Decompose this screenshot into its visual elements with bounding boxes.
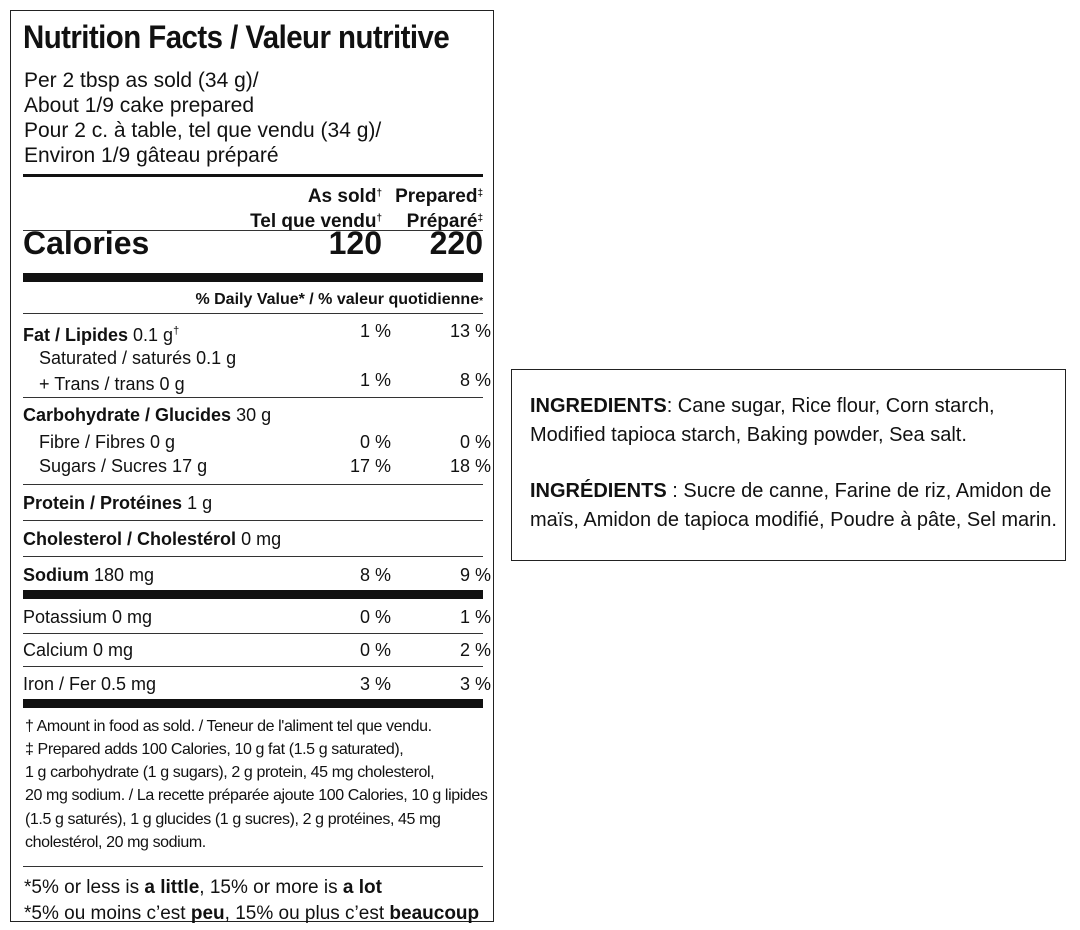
double-dagger-mark: ‡ [477, 213, 483, 224]
legend-bold: beaucoup [389, 903, 480, 924]
double-dagger-mark: ‡ [477, 188, 483, 199]
ingredients-english [530, 392, 1060, 450]
fibre-dv-as-sold: 0 % [359, 432, 391, 452]
ingredients-text-fr: : Sucre de canne, Farine de riz, Amidon de maïs, Amidon de tapioca modifié, Poudre à pâte, Sel marin. [530, 480, 1057, 531]
column-header-prepared-fr: Préparé [406, 211, 478, 232]
legend-bold: a lot [342, 877, 382, 898]
fibre-dv-prepared: 0 % [459, 432, 491, 452]
sodium-dv-prepared: 9 % [459, 565, 491, 585]
serving-size-line: Per 2 tbsp as sold (34 g)/ [24, 69, 259, 92]
divider-thick [23, 699, 483, 708]
serving-size-line: Environ 1/9 gâteau préparé [24, 144, 279, 167]
calcium-dv-prepared: 2 % [459, 640, 491, 660]
sodium-label: Sodium [23, 565, 89, 585]
dagger-mark: † [376, 188, 382, 199]
protein-amount: 1 g [187, 493, 213, 513]
calories-as-sold: 120 [328, 225, 382, 261]
fat-dv-as-sold: 1 % [359, 321, 391, 341]
ingredients-panel [511, 369, 1066, 561]
potassium-dv-prepared: 1 % [459, 607, 491, 627]
legend-text: *5% ou moins c’est [24, 903, 191, 924]
divider [23, 556, 483, 557]
dagger-mark: † [173, 325, 180, 337]
iron-row: Iron / Fer 0.5 mg [23, 674, 157, 694]
cholesterol-label: Cholesterol / Cholestérol [23, 529, 237, 549]
ingredients-text-en: : Cane sugar, Rice flour, Corn starch, Modified tapioca starch, Baking powder, Sea salt. [530, 395, 995, 446]
nutrition-facts-title: Nutrition Facts / Valeur nutritive [23, 19, 450, 55]
calcium-row: Calcium 0 mg [23, 640, 134, 660]
legend-bold: peu [190, 903, 225, 924]
ingredients-french [530, 477, 1060, 535]
calories-prepared: 220 [429, 225, 483, 261]
divider [23, 174, 483, 177]
cholesterol-row [23, 528, 281, 550]
ingredients-label-en: INGREDIENTS [530, 395, 667, 417]
daily-value-legend-fr [24, 901, 479, 927]
footnote-line: cholestérol, 20 mg sodium. [25, 834, 206, 851]
divider [23, 520, 483, 521]
footnote-line: 1 g carbohydrate (1 g sugars), 2 g protein, 45 mg cholesterol, [25, 764, 435, 781]
divider [23, 633, 483, 634]
fat-dv-prepared: 13 % [449, 321, 491, 341]
divider [23, 484, 483, 485]
divider [23, 397, 483, 398]
ingredients-label-fr: INGRÉDIENTS [530, 480, 667, 502]
serving-size-line: About 1/9 cake prepared [24, 94, 254, 117]
calories-label: Calories [23, 225, 150, 261]
sodium-amount: 180 mg [94, 565, 155, 585]
sat-trans-dv-as-sold: 1 % [359, 370, 391, 390]
dagger-mark: † [376, 213, 382, 224]
fat-amount: 0.1 g [133, 325, 174, 345]
sodium-dv-as-sold: 8 % [359, 565, 391, 585]
carbohydrate-label: Carbohydrate / Glucides [23, 405, 232, 425]
potassium-dv-as-sold: 0 % [359, 607, 391, 627]
divider-thick [23, 590, 483, 599]
column-header-prepared-en: Prepared [395, 186, 478, 207]
sat-trans-dv-prepared: 8 % [459, 370, 491, 390]
asterisk-mark: * [479, 296, 483, 307]
divider-thick [23, 273, 483, 282]
fat-row [23, 320, 179, 346]
column-header-as-sold-en: As sold [307, 186, 377, 207]
daily-value-legend-en [24, 875, 382, 901]
carbohydrate-amount: 30 g [236, 405, 272, 425]
calcium-dv-as-sold: 0 % [359, 640, 391, 660]
serving-size-line: Pour 2 c. à table, tel que vendu (34 g)/ [24, 119, 382, 142]
legend-text: , 15% ou plus c’est [224, 903, 390, 924]
iron-dv-prepared: 3 % [459, 674, 491, 694]
divider [23, 313, 483, 314]
fat-label: Fat / Lipides [23, 325, 129, 345]
daily-value-header [195, 291, 483, 309]
footnote-line: ‡ Prepared adds 100 Calories, 10 g fat (1.5 g saturated), [25, 741, 404, 758]
fibre-row: Fibre / Fibres 0 g [39, 432, 176, 452]
sugars-dv-as-sold: 17 % [349, 456, 391, 476]
trans-row: + Trans / trans 0 g [39, 374, 185, 394]
potassium-row: Potassium 0 mg [23, 607, 153, 627]
protein-row [23, 492, 212, 514]
legend-text: *5% or less is [24, 877, 145, 898]
column-header-as-sold-fr: Tel que vendu [250, 211, 377, 232]
iron-dv-as-sold: 3 % [359, 674, 391, 694]
footnote-line: † Amount in food as sold. / Teneur de l'aliment tel que vendu. [25, 718, 432, 735]
sugars-row: Sugars / Sucres 17 g [39, 456, 208, 476]
daily-value-header-text: % Daily Value* / % valeur quotidienne [195, 291, 480, 308]
divider [23, 866, 483, 867]
sodium-row [23, 564, 154, 586]
footnote-line: 20 mg sodium. / La recette préparée ajoute 100 Calories, 10 g lipides [25, 787, 488, 804]
legend-bold: a little [144, 877, 200, 898]
sugars-dv-prepared: 18 % [449, 456, 491, 476]
nutrition-facts-panel [10, 10, 494, 922]
carbohydrate-row [23, 404, 271, 426]
footnote-line: (1.5 g saturés), 1 g glucides (1 g sucres), 2 g protéines, 45 mg [25, 811, 441, 828]
divider [23, 666, 483, 667]
cholesterol-amount: 0 mg [241, 529, 282, 549]
saturated-row: Saturated / saturés 0.1 g [39, 348, 237, 368]
protein-label: Protein / Protéines [23, 493, 183, 513]
legend-text: , 15% or more is [199, 877, 343, 898]
